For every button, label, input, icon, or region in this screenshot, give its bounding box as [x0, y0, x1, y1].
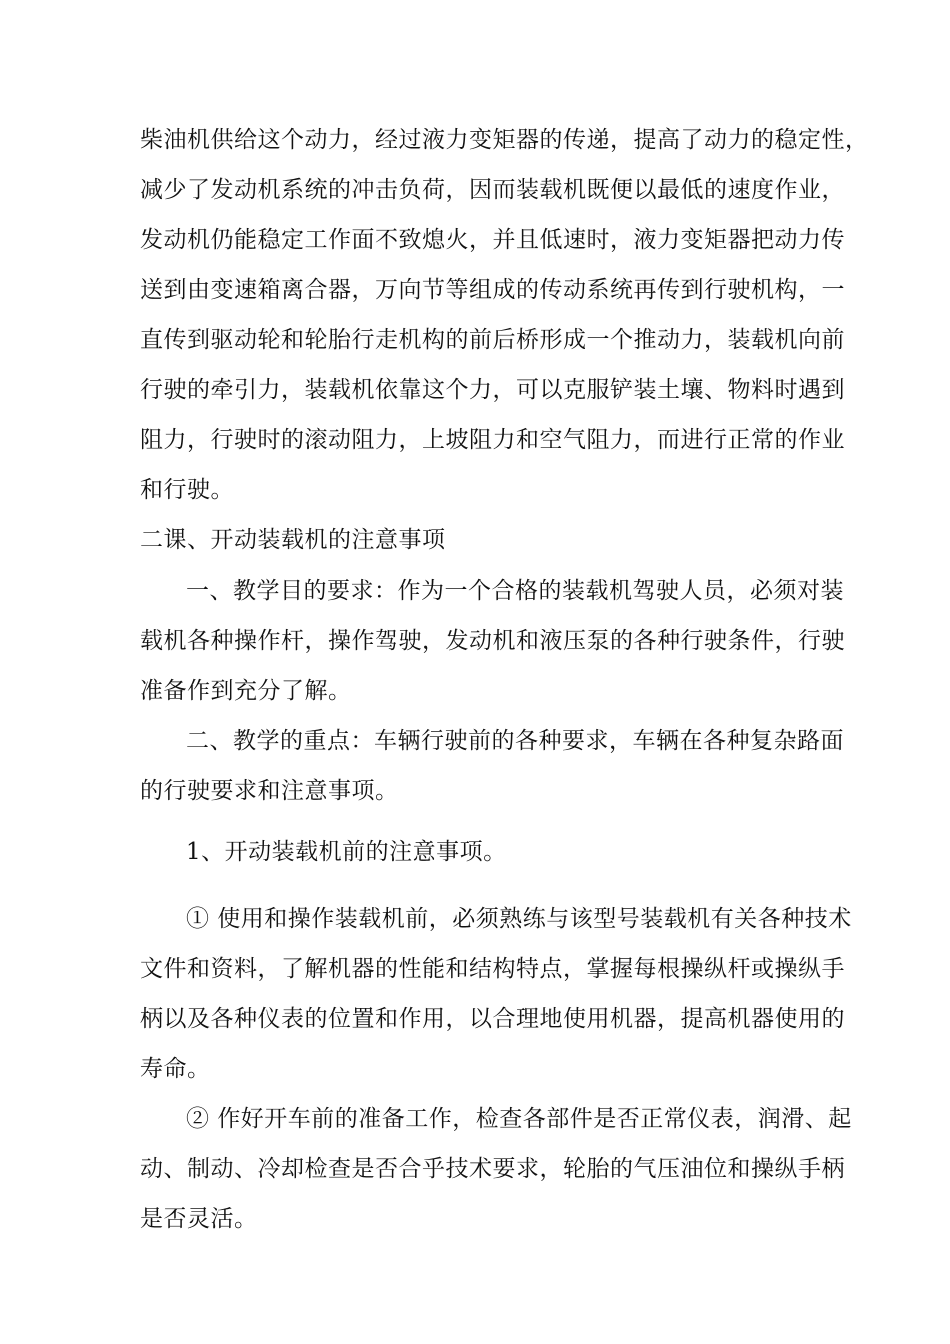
- body-text-line: 二、教学的重点：车辆行驶前的各种要求，车辆在各种复杂路面: [186, 728, 844, 754]
- body-text-line: 发动机仍能稳定工作面不致熄火，并且低速时，液力变矩器把动力传: [140, 227, 845, 253]
- body-text-line: 准备作到充分了解。: [140, 678, 352, 704]
- body-text-line: 减少了发动机系统的冲击负荷，因而装载机既便以最低的速度作业，: [140, 177, 845, 203]
- body-text-line: 直传到驱动轮和轮胎行走机构的前后桥形成一个推动力，装载机向前: [140, 327, 845, 353]
- body-text-line: 柴油机供给这个动力，经过液力变矩器的传递，提高了动力的稳定性，: [140, 127, 869, 153]
- body-text-line: 的行驶要求和注意事项。: [140, 778, 399, 804]
- body-text-line: 送到由变速箱离合器，万向节等组成的传动系统再传到行驶机构，一: [140, 277, 845, 303]
- body-text-line: 行驶的牵引力，装载机依靠这个力，可以克服铲装土壤、物料时遇到: [140, 377, 845, 403]
- body-text-line: 载机各种操作杆，操作驾驶，发动机和液压泵的各种行驶条件，行驶: [140, 628, 845, 654]
- body-text-line: ① 使用和操作装载机前，必须熟练与该型号装载机有关各种技术: [186, 906, 852, 932]
- body-text-line: 阻力，行驶时的滚动阻力，上坡阻力和空气阻力，而进行正常的作业: [140, 427, 845, 453]
- body-text-line: 柄以及各种仪表的位置和作用，以合理地使用机器，提高机器使用的: [140, 1006, 845, 1032]
- body-text-line: 是否灵活。: [140, 1206, 258, 1232]
- body-text-line: 寿命。: [140, 1056, 211, 1082]
- section-heading: 二课、开动装载机的注意事项: [140, 527, 446, 553]
- body-text-line: 一、教学目的要求：作为一个合格的装载机驾驶人员，必须对装: [186, 578, 844, 604]
- body-text-line: 和行驶。: [140, 477, 234, 503]
- body-text-line: 文件和资料，了解机器的性能和结构特点，掌握每根操纵杆或操纵手: [140, 956, 845, 982]
- body-text-line: ② 作好开车前的准备工作，检查各部件是否正常仪表，润滑、起: [186, 1106, 852, 1132]
- body-text-line: 动、制动、冷却检查是否合乎技术要求，轮胎的气压油位和操纵手柄: [140, 1156, 845, 1182]
- subsection-heading: 1、开动装载机前的注意事项。: [186, 839, 507, 865]
